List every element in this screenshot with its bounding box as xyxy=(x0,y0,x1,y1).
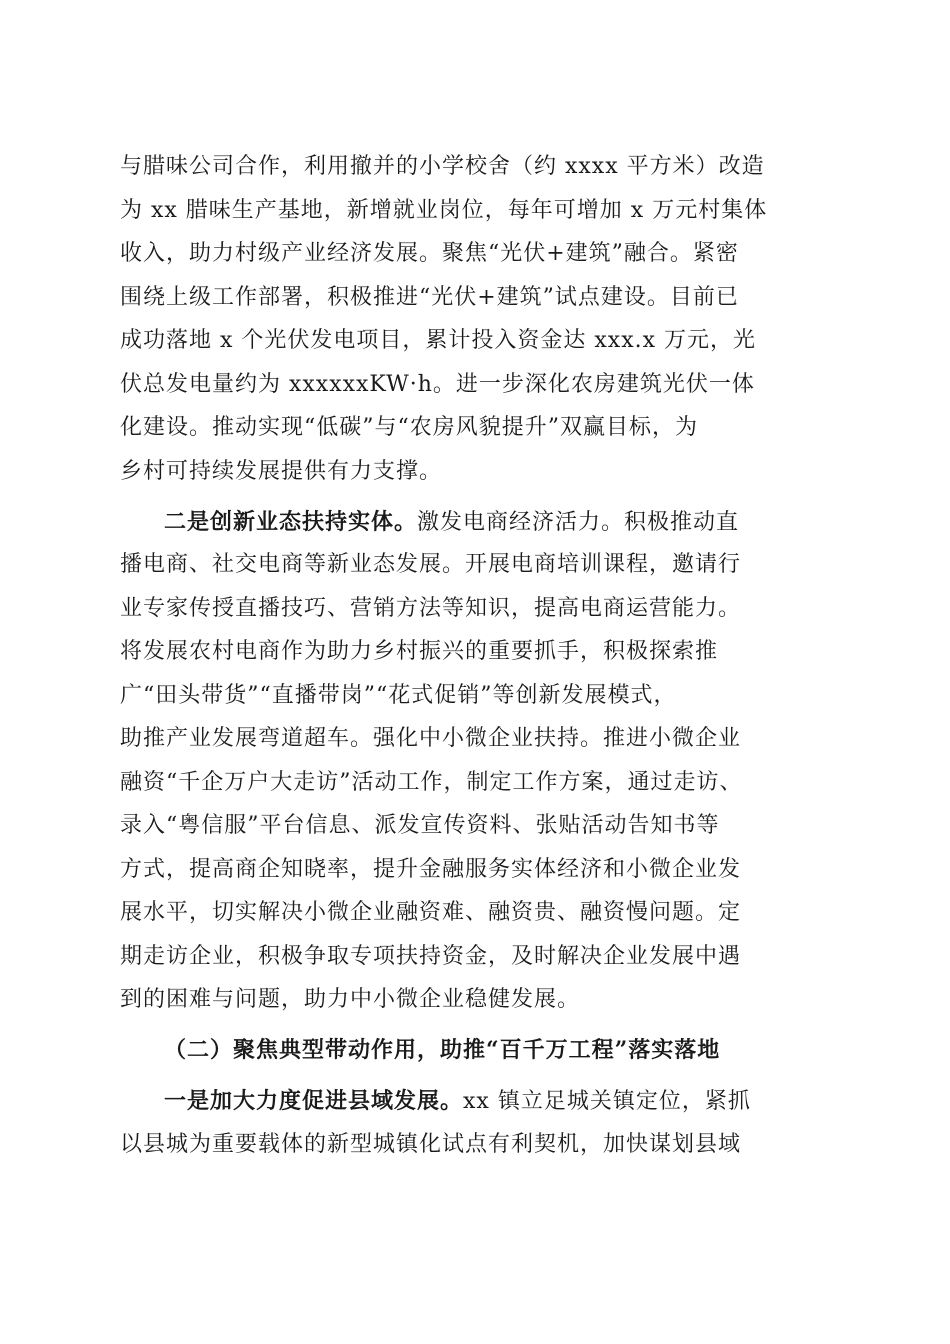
paragraph-first-line xyxy=(164,507,840,538)
paragraph-line: 围绕上级工作部署，积极推进“光伏+建筑”试点建设。目前已 xyxy=(120,285,739,310)
paragraph-line: 助推产业发展弯道超车。强化中小微企业扶持。推进小微企业 xyxy=(120,726,742,751)
paragraph-line: 到的困难与问题，助力中小微企业稳健发展。 xyxy=(120,987,581,1012)
paragraph-line: 与腊味公司合作，利用撤并的小学校舍（约 xxxx 平方米）改造 xyxy=(120,154,765,179)
paragraph-line: 伏总发电量约为 xxxxxxKW·h。进一步深化农房建筑光伏一体 xyxy=(120,372,755,397)
paragraph-line: 期走访企业，积极争取专项扶持资金，及时解决企业发展中遇 xyxy=(120,944,742,969)
paragraph-line: 播电商、社交电商等新业态发展。开展电商培训课程，邀请行 xyxy=(120,552,742,577)
paragraph-line: 为 xx 腊味生产基地，新增就业岗位，每年可增加 x 万元村集体 xyxy=(120,198,768,223)
paragraph-line: 以县城为重要载体的新型城镇化试点有利契机，加快谋划县域 xyxy=(120,1132,742,1157)
paragraph-text: xx 镇立足城关镇定位，紧抓 xyxy=(463,1089,751,1114)
paragraph-line: 成功落地 x 个光伏发电项目，累计投入资金达 xxx.x 万元，光 xyxy=(120,328,757,353)
paragraph-line: 将发展农村电商作为助力乡村振兴的重要抓手，积极探索推 xyxy=(120,639,719,664)
paragraph-line: 融资“千企万户大走访”活动工作，制定工作方案，通过走访、 xyxy=(120,770,743,795)
paragraph-line: 方式，提高商企知晓率，提升金融服务实体经济和小微企业发 xyxy=(120,857,742,882)
paragraph-line: 业专家传授直播技巧、营销方法等知识，提高电商运营能力。 xyxy=(120,596,742,621)
paragraph-first-line xyxy=(164,1086,840,1117)
paragraph-text: 激发电商经济活力。积极推动直 xyxy=(417,510,740,535)
paragraph-line: 收入，助力村级产业经济发展。聚焦“光伏+建筑”融合。紧密 xyxy=(120,241,739,266)
paragraph-line: 录入“粤信服”平台信息、派发宣传资料、张贴活动告知书等 xyxy=(120,813,720,838)
section-heading: （二）聚焦典型带动作用，助推“百千万工程”落实落地 xyxy=(164,1037,721,1063)
paragraph-lead-heading: 一是加大力度促进县域发展。 xyxy=(164,1088,464,1114)
paragraph-line: 广“田头带货”“直播带岗”“花式促销”等创新发展模式， xyxy=(120,683,677,708)
paragraph-line: 化建设。推动实现“低碳”与“农房风貌提升”双赢目标，为 xyxy=(120,415,698,440)
paragraph-line: 展水平，切实解决小微企业融资难、融资贵、融资慢问题。定 xyxy=(120,900,742,925)
paragraph-lead-heading: 二是创新业态扶持实体。 xyxy=(164,509,418,535)
paragraph-line: 乡村可持续发展提供有力支撑。 xyxy=(120,459,443,484)
